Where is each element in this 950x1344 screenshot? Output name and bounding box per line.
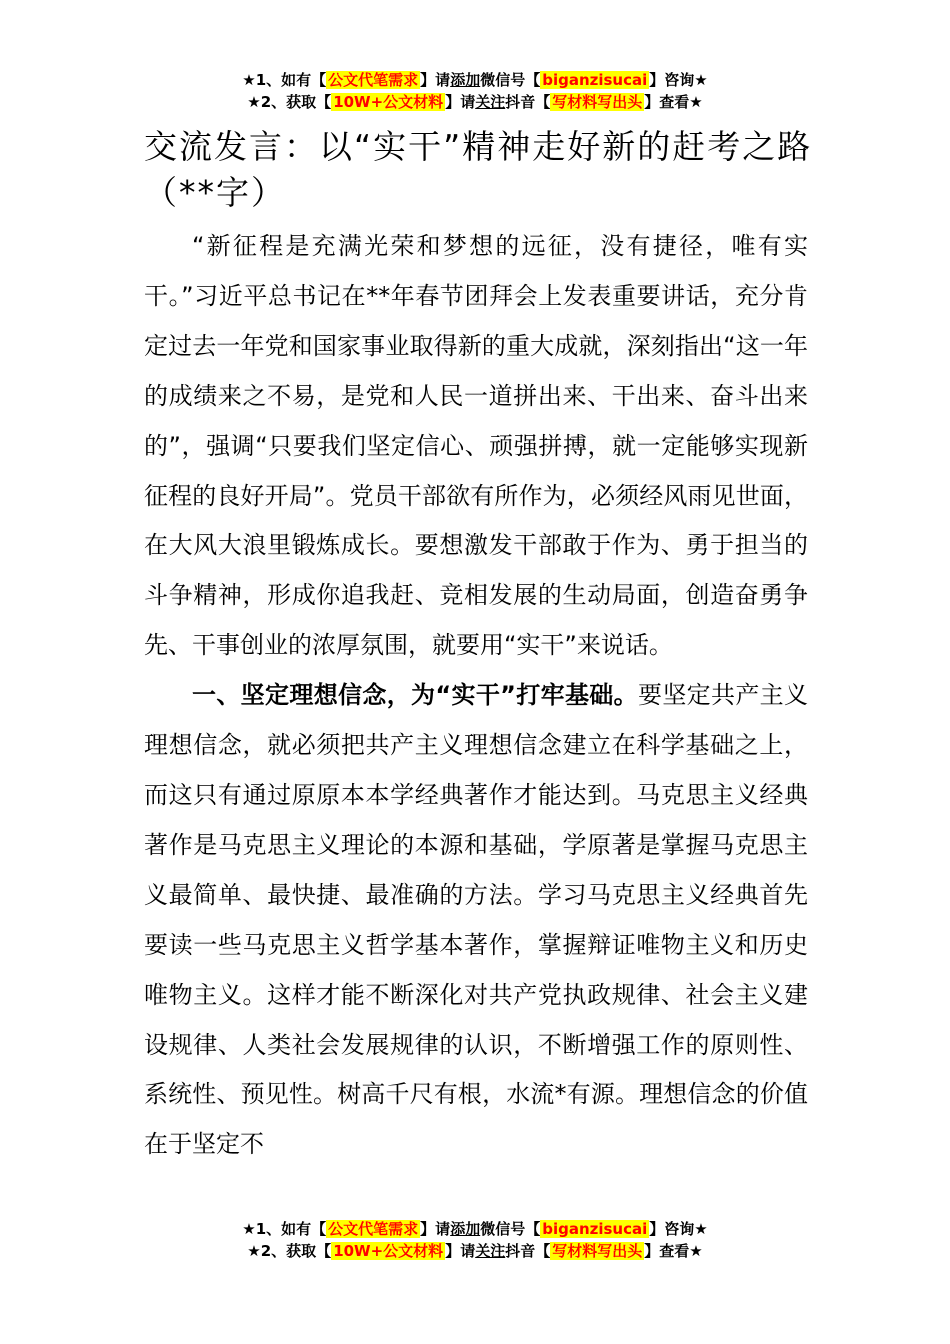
promo-banner-bottom	[0, 1218, 950, 1262]
service-highlight: 公文代笔需求	[328, 71, 419, 89]
materials-highlight: 10W+公文材料	[333, 1242, 444, 1260]
section-heading: 一、坚定理想信念，为“实干”打牢基础。	[192, 681, 638, 710]
document-body	[144, 222, 808, 1170]
promo-line-2: ★2、获取【 10W+公文材料 】请关注抖音【 写材料写出头 】查看★	[247, 1242, 703, 1260]
service-highlight: 公文代笔需求	[328, 1220, 419, 1238]
document-title: 交流发言：以“实干”精神走好新的赶考之路（**字）	[144, 127, 813, 212]
paragraph-section-one	[144, 671, 808, 1170]
promo-line-1: ★1、如有【 公文代笔需求 】请添加微信号【 biganzisucai 】咨询★	[242, 1220, 708, 1238]
paragraph-intro: “新征程是充满光荣和梦想的远征，没有捷径，唯有实干。”习近平总书记在**年春节团拜会上发表重要讲话，充分肯定过去一年党和国家事业取得新的重大成就，深刻指出“这一年的成绩来之不易，是党和人民一道拼出来、干出来、奋斗出来的”，强调“只要我们坚定信心、顽强拼搏，就一定能够实现新征程的良好开局”。党员干部欲有所作为，必须经风雨见世面，在大风大浪里锻炼成长。要想激发干部敢于作为、勇于担当的斗争精神，形成你追我赶、竞相发展的生动局面，创造奋勇争先、干事创业的浓厚氛围，就要用“实干”来说话。	[144, 232, 808, 660]
promo-line-2: ★2、获取【 10W+公文材料 】请关注抖音【 写材料写出头 】查看★	[247, 93, 703, 111]
promo-line-1: ★1、如有【 公文代笔需求 】请添加微信号【 biganzisucai 】咨询★	[242, 71, 708, 89]
promo-banner-top	[0, 69, 950, 113]
materials-highlight: 10W+公文材料	[333, 93, 444, 111]
douyin-account-highlight: 写材料写出头	[552, 1242, 643, 1260]
wechat-id-highlight: biganzisucai	[542, 71, 648, 89]
douyin-account-highlight: 写材料写出头	[552, 93, 643, 111]
section-body: 要坚定共产主义理想信念，就必须把共产主义理想信念建立在科学基础之上，而这只有通过原原本本学经典著作才能达到。马克思主义经典著作是马克思主义理论的本源和基础，学原著是掌握马克思主义最简单、最快捷、最准确的方法。学习马克思主义经典首先要读一些马克思主义哲学基本著作，掌握辩证唯物主义和历史唯物主义。这样才能不断深化对共产党执政规律、社会主义建设规律、人类社会发展规律的认识，不断增强工作的原则性、系统性、预见性。树高千尺有根，水流*有源。理想信念的价值在于坚定不	[144, 681, 809, 1159]
wechat-id-highlight: biganzisucai	[542, 1220, 648, 1238]
